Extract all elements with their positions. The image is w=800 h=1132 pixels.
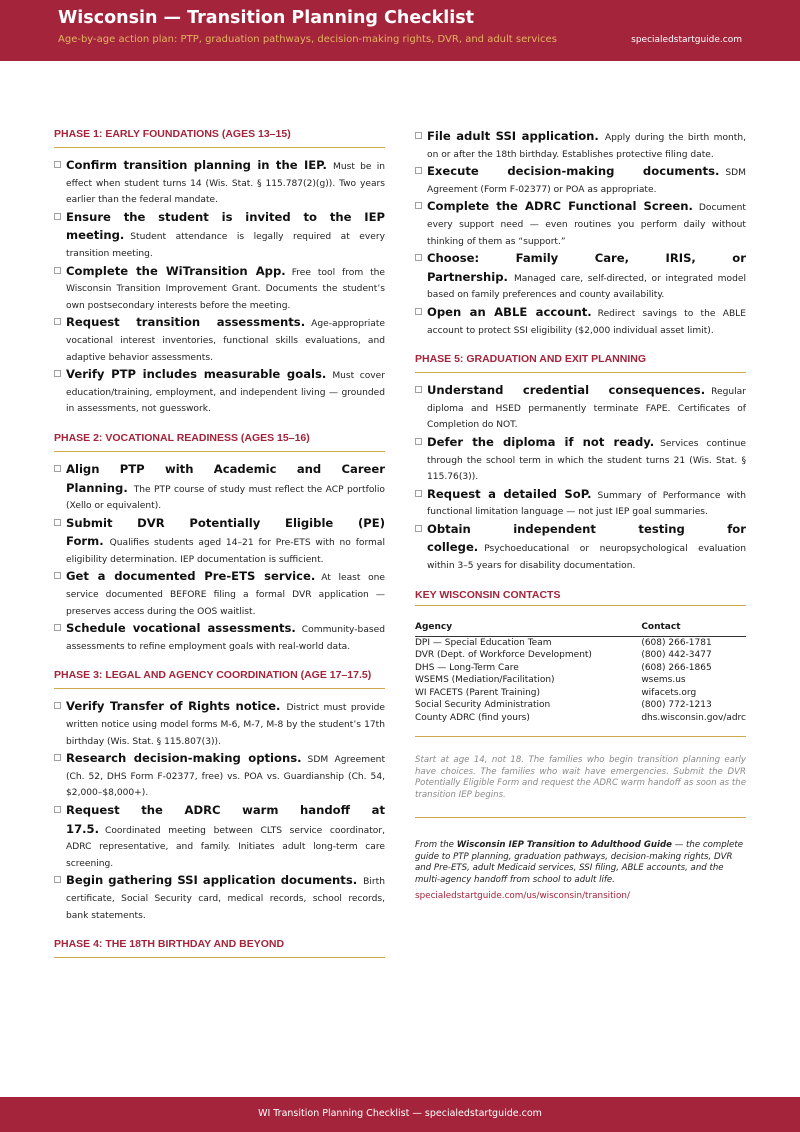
- contacts-heading: KEY WISCONSIN CONTACTS: [415, 588, 561, 601]
- checklist-item: [415, 163, 746, 198]
- item-title: Complete the WiTransition App.: [66, 263, 286, 278]
- item-title: Request transition assessments.: [66, 315, 306, 330]
- item-title: Begin gathering SSI application documents.: [66, 873, 358, 888]
- checkbox-icon[interactable]: [54, 318, 61, 325]
- item-description: Coordinated meeting between CLTS service coordinator, ADRC representative, and family. Initiates adult long-term care screening.: [66, 825, 385, 869]
- checkbox-icon[interactable]: [54, 624, 61, 631]
- item-title: Choose: Family Care, IRIS, or Partnership.: [427, 251, 746, 284]
- checkbox-icon[interactable]: [54, 267, 61, 274]
- item-description: Age-appropriate vocational interest inventories, functional skills evaluations, and adaptive behavior assessments.: [66, 319, 385, 363]
- checkbox-icon[interactable]: [415, 308, 422, 315]
- item-description: Community-based assessments to refine employment goals with real-world data.: [66, 625, 385, 652]
- phase-3-section: [54, 669, 385, 924]
- checkbox-icon[interactable]: [54, 702, 61, 709]
- header-bar: [0, 0, 800, 61]
- page-title: Wisconsin — Transition Planning Checklist: [58, 8, 474, 28]
- contact-agency: County ADRC (find yours): [415, 712, 530, 723]
- contact-row: [415, 699, 746, 712]
- contact-row: [415, 662, 746, 675]
- item-title: Research decision-making options.: [66, 751, 302, 766]
- checklist-item: [54, 515, 385, 569]
- checklist-item: [54, 209, 385, 263]
- footer-bar: [0, 1097, 800, 1132]
- checklist-item: [415, 521, 746, 575]
- checkbox-icon[interactable]: [54, 572, 61, 579]
- phase-1-items: [54, 157, 385, 418]
- checkbox-icon[interactable]: [54, 806, 61, 813]
- left-column: [54, 128, 385, 972]
- contact-row: [415, 649, 746, 662]
- item-description: SDM Agreement (Ch. 52, DHS Form F-02377, free) vs. POA vs. Guardianship (Ch. 54, $2,000–$8,000+).: [66, 755, 386, 799]
- checkbox-icon[interactable]: [415, 525, 422, 532]
- checkbox-icon[interactable]: [54, 465, 61, 472]
- item-description: Summary of Performance with functional limitation language — not just IEP goal summaries.: [427, 490, 746, 518]
- phase-2-section: [54, 432, 385, 656]
- item-title: Submit DVR Potentially Eligible (PE) Form.: [66, 515, 385, 549]
- phase-4-heading: PHASE 4: THE 18TH BIRTHDAY AND BEYOND: [54, 938, 385, 958]
- item-description: Must be in effect when student turns 14 (Wis. Stat. § 115.787(2)(g)). Two years earlier than the federal mandate.: [66, 162, 385, 206]
- checklist-item: [54, 872, 385, 924]
- contact-row: [415, 674, 746, 687]
- phase-4-section: [54, 938, 385, 958]
- item-description: Managed care, self-directed, or integrated model based on family preferences and county availability.: [427, 273, 746, 301]
- contact-row: [415, 636, 746, 649]
- item-description: Redirect savings to the ABLE account to protect SSI eligibility ($2,000 individual asset limit).: [427, 308, 746, 336]
- source-prefix: From the: [415, 840, 454, 851]
- item-title: Schedule vocational assessments.: [66, 621, 296, 636]
- checkbox-icon[interactable]: [415, 438, 422, 445]
- phase-3-items: [54, 698, 385, 924]
- contact-agency: DVR (Dept. of Workforce Development): [415, 650, 592, 661]
- contact-agency: DPI — Special Education Team: [415, 637, 552, 648]
- header-site: specialedstartguide.com: [631, 35, 742, 45]
- contacts-table: [415, 618, 746, 725]
- item-title: Obtain independent testing for college.: [427, 521, 746, 555]
- contact-agency: Social Security Administration: [415, 700, 551, 711]
- checklist-item: [54, 366, 385, 418]
- checkbox-icon[interactable]: [54, 876, 61, 883]
- item-title: Verify PTP includes measurable goals.: [66, 367, 327, 382]
- contacts-body: [415, 636, 746, 724]
- item-title: Verify Transfer of Rights notice.: [66, 699, 281, 714]
- phase-1-section: [54, 128, 385, 418]
- checklist-item: [54, 698, 385, 750]
- contacts-rule: [415, 605, 746, 725]
- source-guide-title: Wisconsin IEP Transition to Adulthood Guide: [456, 840, 672, 851]
- item-description: Regular diploma and HSED permanently terminate FAPE. Certificates of Completion do NOT.: [427, 387, 746, 431]
- checkbox-icon[interactable]: [415, 202, 422, 209]
- checklist-item: [54, 314, 385, 366]
- right-column: [415, 128, 746, 915]
- checklist-item: [415, 382, 746, 434]
- checklist-item: [415, 128, 746, 163]
- item-title: Ensure the student is invited to the IEP meeting.: [66, 209, 385, 243]
- checklist-item: [54, 750, 385, 802]
- checklist-item: [54, 461, 385, 515]
- checklist-item: [54, 157, 385, 209]
- checkbox-icon[interactable]: [415, 132, 422, 139]
- item-title: File adult SSI application.: [427, 129, 599, 143]
- contact-agency: WSEMS (Mediation/Facilitation): [415, 675, 555, 686]
- item-description: Services continue through the school term in which the student turns 21 (Wis. Stat. § 115.76(3)).: [427, 438, 746, 483]
- checkbox-icon[interactable]: [54, 519, 61, 526]
- contact-row: [415, 712, 746, 725]
- checkbox-icon[interactable]: [415, 167, 422, 174]
- item-title: Get a documented Pre-ETS service.: [66, 569, 316, 584]
- contact-value: (800) 772-1213: [641, 700, 712, 711]
- contacts-header-row: [415, 618, 746, 637]
- phase-5-items: [415, 382, 746, 575]
- item-title: Open an ABLE account.: [427, 304, 592, 319]
- quote-separator: [415, 817, 746, 818]
- phase-5-section: [415, 353, 746, 575]
- checkbox-icon[interactable]: [415, 490, 422, 497]
- contacts-end-rule: [415, 736, 746, 801]
- checklist-item: [54, 568, 385, 620]
- phase-5-heading: PHASE 5: GRADUATION AND EXIT PLANNING: [415, 353, 746, 373]
- contacts-header-contact: Contact: [641, 618, 746, 637]
- checklist-item: [415, 434, 746, 486]
- item-description: Document every support need — even routines you perform daily without thinking of them as “support.”: [427, 203, 746, 247]
- footer-text: WI Transition Planning Checklist — specialedstartguide.com: [258, 1108, 542, 1119]
- checkbox-icon[interactable]: [54, 754, 61, 761]
- item-title: Request a detailed SoP.: [427, 486, 592, 501]
- phase-3-heading: PHASE 3: LEGAL AND AGENCY COORDINATION (AGE 17–17.5): [54, 669, 385, 689]
- contact-agency: WI FACETS (Parent Training): [415, 687, 541, 698]
- item-description: SDM Agreement (Form F-02377) or POA as appropriate.: [427, 168, 746, 195]
- phase-2-heading: PHASE 2: VOCATIONAL READINESS (AGES 15–16): [54, 432, 385, 452]
- contact-value: (800) 442-3477: [641, 650, 712, 661]
- checklist-item: [415, 304, 746, 339]
- contacts-header-agency: Agency: [415, 618, 641, 637]
- phase-1-heading: PHASE 1: EARLY FOUNDATIONS (AGES 13–15): [54, 128, 385, 148]
- checkbox-icon[interactable]: [415, 254, 422, 261]
- item-description: Qualifies students aged 14–21 for Pre-ETS with no formal eligibility determination. IEP documentation is sufficient.: [66, 538, 385, 565]
- callout-quote: Start at age 14, not 18. The families who begin transition planning early have choices. The families who wait have emergencies. Submit the DVR Potentially Eligible Form and request the ADRC warm handoff as soon as the transition IEP begins.: [415, 755, 746, 800]
- item-description: Apply during the birth month, on or after the 18th birthday. Establishes protective filing date.: [427, 133, 746, 160]
- contact-value: (608) 266-1781: [641, 637, 712, 648]
- page-subtitle: Age-by-age action plan: PTP, graduation pathways, decision-making rights, DVR, and adult services: [58, 34, 557, 45]
- checklist-item: [415, 250, 746, 304]
- item-description: Student attendance is legally required at every transition meeting.: [66, 232, 385, 259]
- contact-value: wsems.us: [641, 675, 686, 686]
- item-title: Execute decision-making documents.: [427, 164, 720, 179]
- contact-value: wifacets.org: [641, 687, 697, 698]
- item-description: The PTP course of study must reflect the ACP portfolio (Xello or equivalent).: [66, 484, 385, 512]
- item-title: Understand credential consequences.: [427, 383, 706, 398]
- checkbox-icon[interactable]: [54, 370, 61, 377]
- item-description: Must cover education/training, employment, and independent living — grounded in assessments, not guesswork.: [66, 371, 385, 415]
- source-note: [415, 840, 746, 886]
- checklist-item: [415, 198, 746, 250]
- item-description: Psychoeducational or neuropsychological evaluation within 3–5 years for disability documentation.: [427, 544, 746, 572]
- item-title: Request the ADRC warm handoff at 17.5.: [66, 803, 385, 836]
- source-suffix: — the complete guide to PTP planning, graduation pathways, decision-making rights, DVR and Pre-ETS, adult Medicaid services, SSI filing, ABLE accounts, and the multi-agency handoff from school to adult life.: [415, 840, 744, 885]
- contacts-section: [415, 589, 746, 902]
- phase-4-items: [415, 128, 746, 339]
- checklist-item: [54, 263, 385, 315]
- item-title: Confirm transition planning in the IEP.: [66, 158, 327, 172]
- item-title: Align PTP with Academic and Career Planning.: [66, 461, 385, 495]
- item-description: At least one service documented BEFORE filing a formal DVR application — preserves access during the OOS waitlist.: [66, 573, 385, 617]
- contact-value: (608) 266-1865: [641, 662, 712, 673]
- checkbox-icon[interactable]: [415, 386, 422, 393]
- item-title: Complete the ADRC Functional Screen.: [427, 199, 693, 214]
- item-title: Defer the diploma if not ready.: [427, 434, 655, 449]
- item-description: Birth certificate, Social Security card, medical records, school records, bank statements.: [66, 877, 385, 921]
- checklist-item: [54, 620, 385, 655]
- source-link[interactable]: specialedstartguide.com/us/wisconsin/transition/: [415, 891, 630, 902]
- item-description: District must provide written notice using model forms M-6, M-7, M-8 by the student’s 17th birthday (Wis. Stat. § 115.807(3)).: [66, 703, 385, 747]
- contact-value: dhs.wisconsin.gov/adrc: [641, 712, 746, 723]
- checklist-item: [54, 802, 385, 872]
- checkbox-icon[interactable]: [54, 161, 61, 168]
- contact-agency: DHS — Long-Term Care: [415, 662, 519, 673]
- item-description: Free tool from the Wisconsin Transition Improvement Grant. Documents the student’s own postsecondary interests before the meeting.: [66, 267, 386, 311]
- checklist-item: [415, 486, 746, 521]
- checkbox-icon[interactable]: [54, 213, 61, 220]
- phase-4-items-section: [415, 128, 746, 339]
- contact-row: [415, 687, 746, 700]
- phase-2-items: [54, 461, 385, 656]
